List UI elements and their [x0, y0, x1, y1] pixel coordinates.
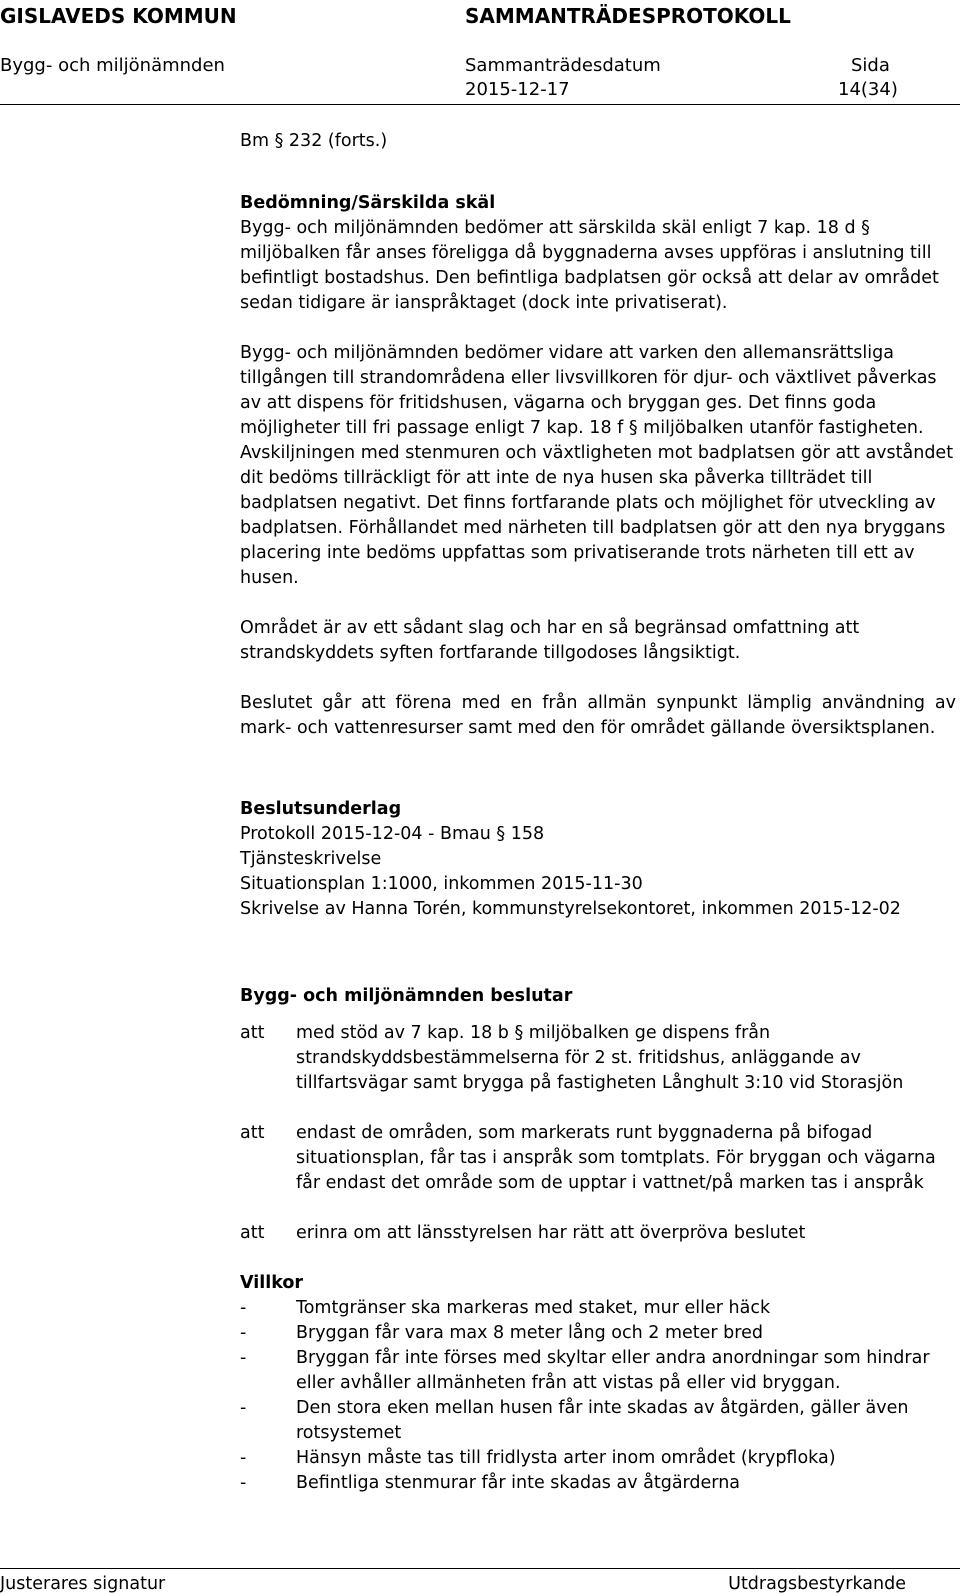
condition-text: Bryggan får inte förses med skyltar eller andra anordningar som hindrar eller avhåller allmänheten från att vistas på eller vid bryggan.	[296, 1348, 930, 1393]
decision-prefix: att	[240, 1223, 265, 1243]
page-number: 14(34)	[838, 79, 898, 100]
assessment-paragraph: Bygg- och miljönämnden bedömer att särskilda skäl enligt 7 kap. 18 d § miljöbalken får anses föreligga då byggnaderna avses uppföras i anslutning till befintligt bostadshus. Den befintliga badplatsen gör också att delar av området sedan tidigare är ianspråktaget (dock inte privatiserat).	[240, 218, 939, 313]
assessment-paragraph: Bygg- och miljönämnden bedömer vidare att varken den allemansrättsliga tillgången till strandområdena eller livsvillkoren för djur- och växtlivet påverkas av att dispens för fritidshusen, vägarna och bryggan ges. Det finns goda möjligheter till fri passage enligt 7 kap. 18 f § miljöbalken utanför fastigheten. Avskiljningen med stenmuren och växtligheten mot badplatsen gör att avståndet dit bedöms tillräckligt för att inte de nya husen ska påverka tillträdet till badplatsen negativt. Det finns fortfarande plats och möjlighet för utveckling av badplatsen. Förhållandet med närheten till badplatsen gör att den nya bryggans placering inte bedöms uppfattas som privatiserande trots närheten till ett av husen.	[240, 343, 954, 588]
assessment-paragraph: Beslutet går att förena med en från allmän synpunkt lämplig användning av mark- och vattenresurser samt med den för området gällande översiktsplanen.	[240, 693, 956, 738]
page-footer	[0, 1568, 960, 1594]
condition-text: Bryggan får vara max 8 meter lång och 2 meter bred	[296, 1323, 763, 1343]
decision-item	[240, 1021, 956, 1096]
decision-item	[240, 1121, 956, 1196]
meeting-date: 2015-12-17	[465, 79, 570, 100]
condition-item	[240, 1296, 956, 1321]
condition-item	[240, 1471, 956, 1496]
basis-heading: Beslutsunderlag	[240, 799, 402, 819]
decision-item	[240, 1221, 956, 1246]
decision-text: med stöd av 7 kap. 18 b § miljöbalken ge dispens från strandskyddsbestämmelserna för 2 st. fritidshus, anläggande av tillfartsvägar samt brygga på fastigheten Långhult 3:10 vid Storasjön	[296, 1023, 904, 1093]
item-reference: Bm § 232 (forts.)	[240, 131, 388, 151]
header-rule	[0, 104, 960, 105]
condition-bullet: -	[240, 1348, 247, 1368]
assessment-paragraph: Området är av ett sådant slag och har en så begränsad omfattning att strandskyddets syften fortfarande tillgodoses långsiktigt.	[240, 618, 860, 663]
condition-bullet: -	[240, 1323, 247, 1343]
assessment-heading: Bedömning/Särskilda skäl	[240, 193, 496, 213]
condition-item	[240, 1446, 956, 1471]
page-header	[0, 0, 960, 106]
org-name: GISLAVEDS KOMMUN	[0, 4, 237, 28]
basis-item: Protokoll 2015-12-04 - Bmau § 158	[240, 824, 545, 844]
condition-text: Hänsyn måste tas till fridlysta arter inom området (krypfloka)	[296, 1448, 836, 1468]
decision-prefix: att	[240, 1023, 265, 1043]
condition-text: Den stora eken mellan husen får inte skadas av åtgärden, gäller även rotsystemet	[296, 1398, 909, 1443]
condition-text: Befintliga stenmurar får inte skadas av åtgärderna	[296, 1473, 741, 1493]
condition-item	[240, 1396, 956, 1446]
extract-certification-label: Utdragsbestyrkande	[728, 1574, 906, 1594]
decision-heading: Bygg- och miljönämnden beslutar	[240, 986, 573, 1006]
condition-item	[240, 1346, 956, 1396]
condition-text: Tomtgränser ska markeras med staket, mur eller häck	[296, 1298, 771, 1318]
condition-bullet: -	[240, 1448, 247, 1468]
footer-rule	[0, 1568, 960, 1569]
condition-bullet: -	[240, 1473, 247, 1493]
decision-prefix: att	[240, 1123, 265, 1143]
meeting-date-label: Sammanträdesdatum	[465, 55, 661, 76]
condition-bullet: -	[240, 1398, 247, 1418]
document-body	[240, 129, 956, 1496]
committee-name: Bygg- och miljönämnden	[0, 55, 225, 76]
adjuster-signature-label: Justerares signatur	[0, 1574, 166, 1594]
basis-item: Skrivelse av Hanna Torén, kommunstyrelsekontoret, inkommen 2015-12-02	[240, 899, 901, 919]
decision-text: endast de områden, som markerats runt byggnaderna på bifogad situationsplan, får tas i anspråk som tomtplats. För bryggan och vägarna får endast det område som de upptar i vattnet/på marken tas i anspråk	[296, 1123, 936, 1193]
basis-item: Situationsplan 1:1000, inkommen 2015-11-30	[240, 874, 643, 894]
basis-item: Tjänsteskrivelse	[240, 849, 382, 869]
document-type: SAMMANTRÄDESPROTOKOLL	[465, 4, 791, 28]
conditions-heading: Villkor	[240, 1273, 304, 1293]
page-label: Sida	[851, 55, 890, 76]
condition-bullet: -	[240, 1298, 247, 1318]
decision-text: erinra om att länsstyrelsen har rätt att överpröva beslutet	[296, 1223, 806, 1243]
condition-item	[240, 1321, 956, 1346]
